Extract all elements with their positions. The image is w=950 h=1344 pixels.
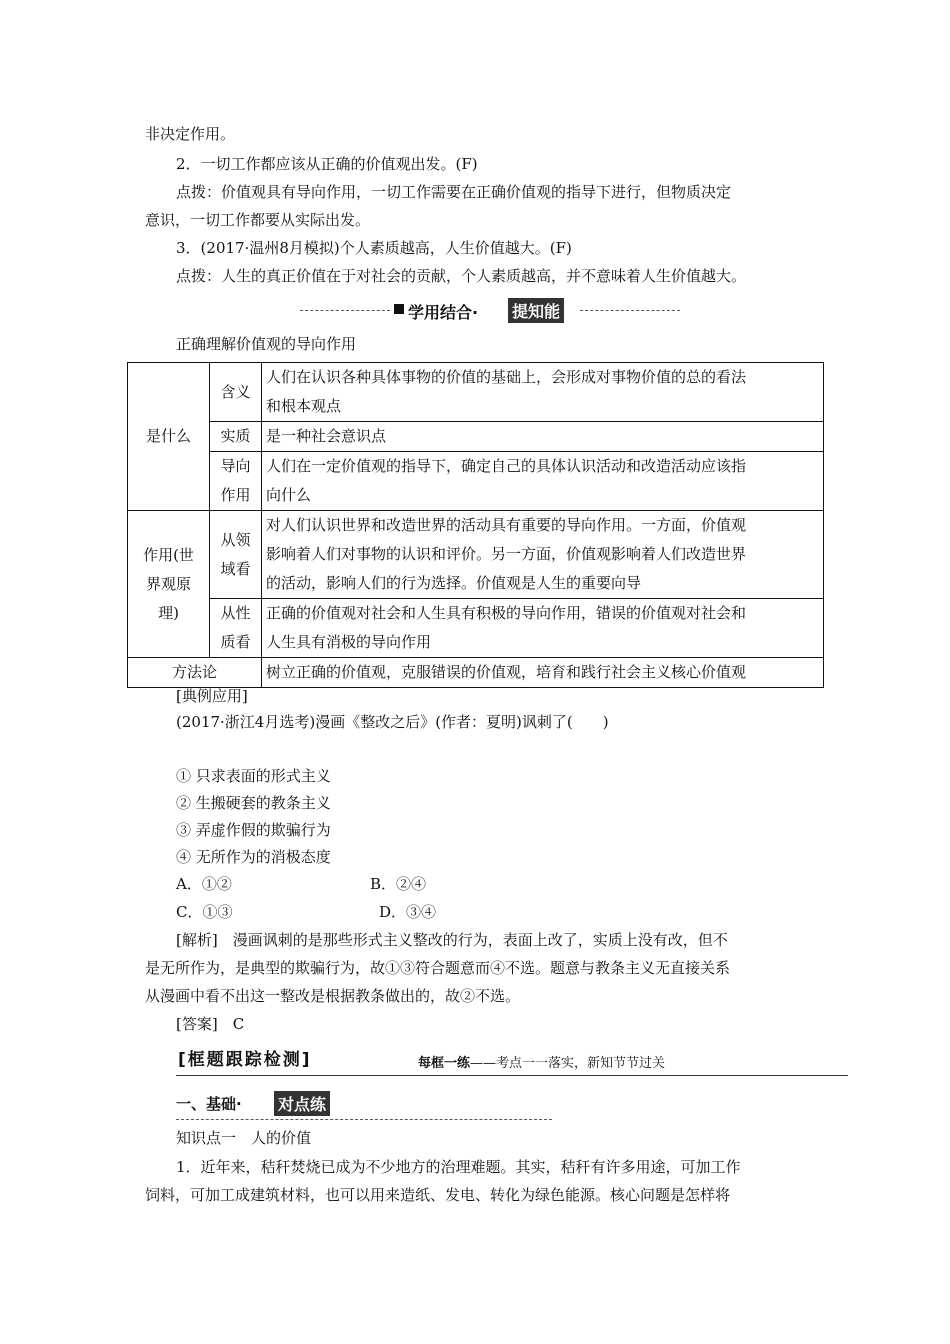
cell-line: 的活动，影响人们的行为选择。价值观是人生的重要向导: [266, 574, 642, 592]
knowledge-table: [127, 362, 824, 688]
cell-line: 作用(世: [143, 545, 194, 564]
analysis-line: [解析] 漫画讽刺的是那些形式主义整改的行为，表面上改了，实质上没有改，但不: [176, 931, 728, 949]
cell-line: 从性: [220, 604, 251, 622]
example-heading: [典例应用]: [176, 687, 248, 705]
table-caption: 正确理解价值观的导向作用: [176, 335, 357, 353]
table-row-label: [210, 452, 262, 511]
option-item: ③ 弄虚作假的欺骗行为: [176, 821, 331, 839]
table-row: [128, 452, 824, 511]
table-row: [128, 599, 824, 658]
table-cell: [262, 363, 824, 422]
answer-line: [答案] C: [176, 1015, 245, 1033]
analysis-line: 是无所作为，是典型的欺骗行为，故①③符合题意而④不选。题意与教条主义无直接关系: [145, 959, 731, 977]
question-line: 饲料，可加工成建筑材料，也可以用来造纸、发电、转化为绿色能源。核心问题是怎样将: [145, 1186, 731, 1204]
table-cell: [262, 452, 824, 511]
cell-line: 对人们认识世界和改造世界的活动具有重要的导向作用。一方面，价值观: [266, 516, 747, 534]
table-group-label: [128, 511, 210, 658]
section-badge: 提知能: [508, 298, 564, 323]
cell-line: 导向: [220, 457, 251, 475]
table-cell: 是一种社会意识点: [262, 422, 824, 452]
table-cell: [262, 511, 824, 599]
option-item: ① 只求表面的形式主义: [176, 767, 331, 785]
divider: [176, 1119, 552, 1120]
analysis-line: 从漫画中看不出这一整改是根据教条做出的，故②不选。: [145, 987, 521, 1005]
cell-line: 影响着人们对事物的认识和评价。另一方面，价值观影响着人们改造世界: [266, 545, 747, 563]
cell-line: 从领: [220, 530, 251, 549]
table-row: [128, 363, 824, 422]
knowledge-point: 知识点一 人的价值: [176, 1129, 312, 1147]
choice-a: A．①②: [176, 875, 232, 893]
cell-line: 正确的价值观对社会和人生具有积极的导向作用，错误的价值观对社会和: [266, 604, 747, 622]
table-row: [128, 511, 824, 599]
cell-line: 人生具有消极的导向作用: [266, 633, 432, 651]
practice-badge: 对点练: [274, 1091, 330, 1116]
table-cell: [262, 599, 824, 658]
banner-title: [框题跟踪检测]: [178, 1050, 312, 1070]
cell-line: 人们在一定价值观的指导下，确定自己的具体认识活动和改造活动应该指: [266, 457, 747, 475]
table-row: [128, 658, 824, 688]
text-line: 2．一切工作都应该从正确的价值观出发。(F): [176, 155, 478, 173]
question-line: 1．近年来，秸秆焚烧已成为不少地方的治理难题。其实，秸秆有许多用途，可加工作: [176, 1158, 741, 1176]
cell-line: 和根本观点: [266, 397, 342, 415]
divider: [300, 310, 390, 311]
divider: [580, 310, 680, 311]
practice-subheading: 一、基础·: [176, 1095, 242, 1113]
motto-rest: ——考点一一落实，新知节节过关: [470, 1056, 666, 1071]
section-header: [300, 298, 680, 324]
cell-line: 人们在认识各种具体事物的价值的基础上，会形成对事物价值的总的看法: [266, 368, 747, 386]
cell-line: 理): [158, 603, 179, 622]
table-row-label: [210, 511, 262, 599]
text-line: 意识，一切工作都要从实际出发。: [145, 211, 371, 229]
cell-line: 质看: [220, 633, 251, 651]
table-row-label: 含义: [210, 363, 262, 422]
example-question: (2017·浙江4月选考)漫画《整改之后》(作者：夏明)讽刺了( ): [176, 713, 609, 731]
cell-line: 作用: [220, 486, 251, 504]
text-line: 3．(2017·温州8月模拟)个人素质越高，人生价值越大。(F): [176, 239, 572, 257]
table-group-label: 是什么: [128, 363, 210, 511]
cell-line: 向什么: [266, 486, 312, 504]
table-row-label: [210, 599, 262, 658]
section-title: 学用结合·: [408, 303, 479, 322]
cell-line: 界观原: [145, 574, 191, 593]
banner-motto: [418, 1052, 665, 1071]
text-line: 点拨：人生的真正价值在于对社会的贡献，个人素质越高，并不意味着人生价值越大。: [176, 267, 747, 285]
text-line: 非决定作用。: [145, 125, 236, 143]
cell-line: 域看: [220, 559, 251, 578]
motto-bold: 每框一练: [418, 1056, 471, 1071]
choice-d: D．③④: [379, 903, 437, 921]
option-item: ② 生搬硬套的教条主义: [176, 794, 331, 812]
table-row-label: 方法论: [128, 658, 262, 688]
section-banner: [176, 1043, 848, 1077]
option-item: ④ 无所作为的消极态度: [176, 848, 331, 866]
divider: [176, 1075, 848, 1076]
table-cell: 树立正确的价值观，克服错误的价值观，培育和践行社会主义核心价值观: [262, 658, 824, 688]
choice-b: B．②④: [370, 875, 427, 893]
text-line: 点拨：价值观具有导向作用，一切工作需要在正确价值观的指导下进行，但物质决定: [176, 183, 732, 201]
table-row-label: 实质: [210, 422, 262, 452]
choice-c: C．①③: [176, 903, 233, 921]
square-bullet-icon: [394, 304, 404, 314]
table-row: [128, 422, 824, 452]
